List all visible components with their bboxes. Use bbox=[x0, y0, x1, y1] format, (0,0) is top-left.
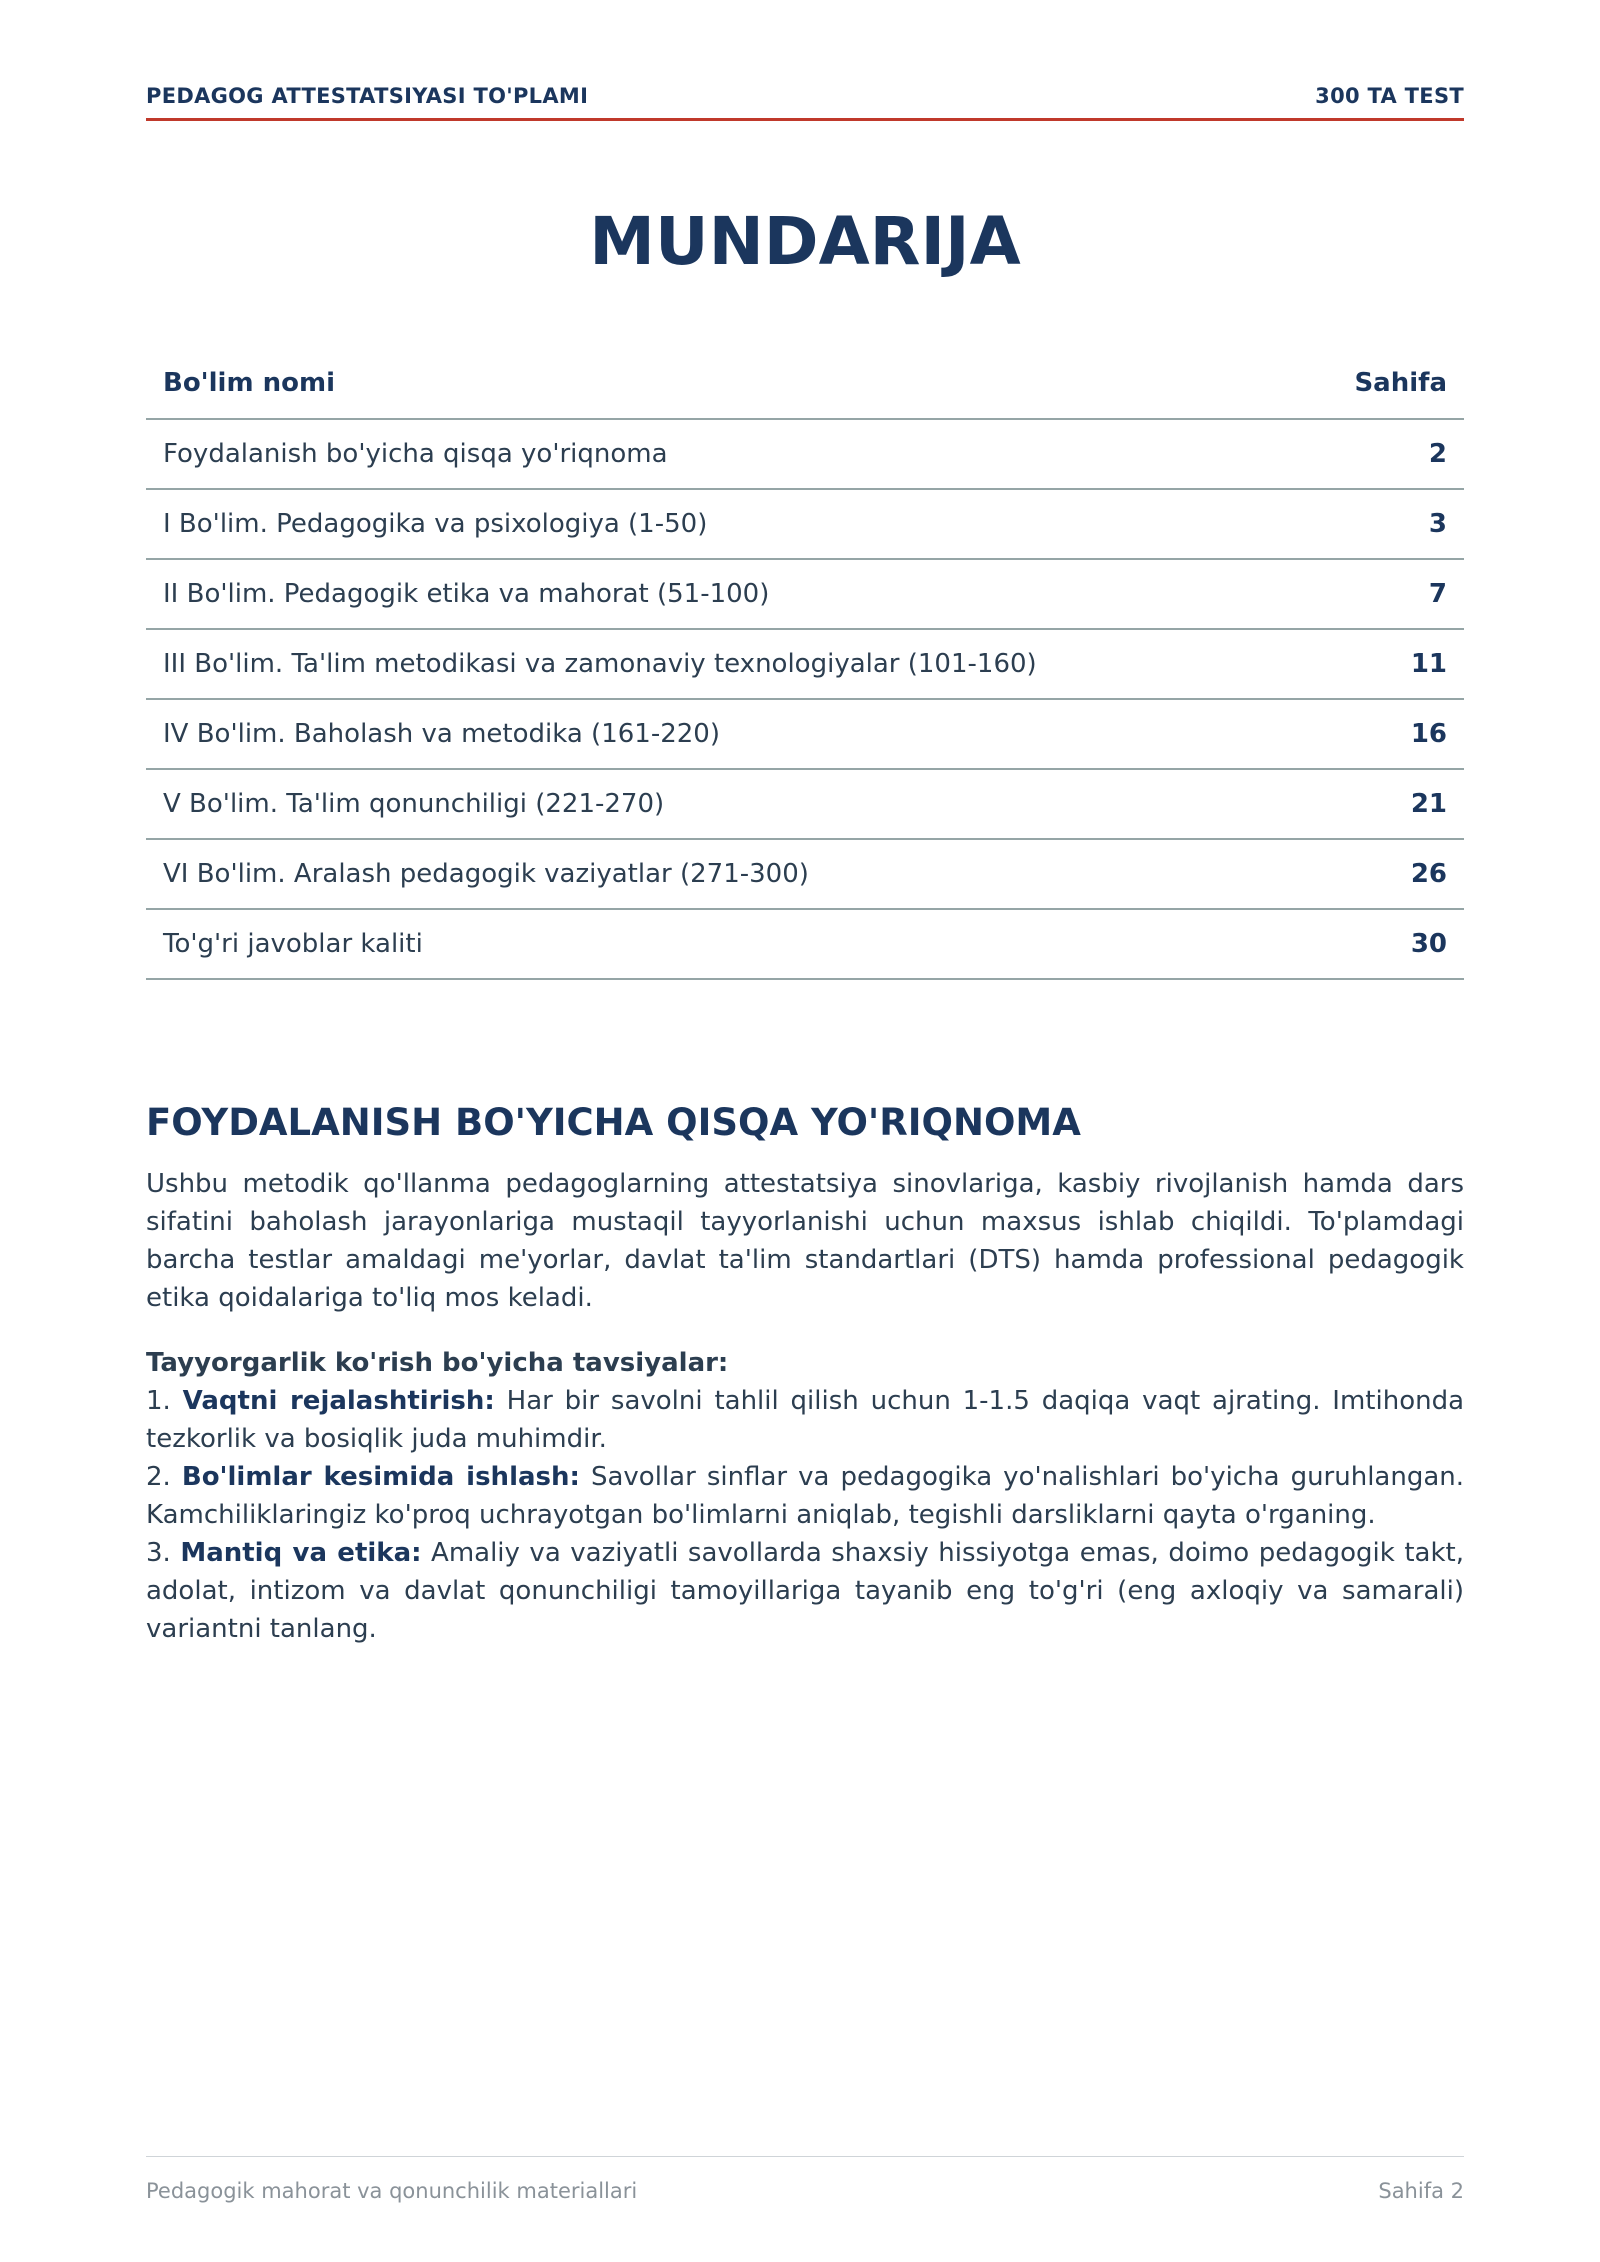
toc-entry-name: III Bo'lim. Ta'lim metodikasi va zamonaviy texnologiyalar (101-160) bbox=[146, 629, 1303, 699]
toc-row[interactable] bbox=[146, 489, 1464, 559]
tip-number: 1. bbox=[146, 1386, 171, 1416]
header-test-count: 300 TA TEST bbox=[1315, 84, 1464, 108]
document-page bbox=[146, 0, 1464, 2262]
toc-table bbox=[146, 348, 1464, 980]
toc-row[interactable] bbox=[146, 699, 1464, 769]
guide-body bbox=[146, 1165, 1464, 1648]
tips-heading: Tayyorgarlik ko'rish bo'yicha tavsiyalar: bbox=[146, 1348, 729, 1378]
toc-column-page: Sahifa bbox=[1303, 348, 1464, 419]
tip-term: Mantiq va etika: bbox=[180, 1538, 422, 1568]
tips-block bbox=[146, 1344, 1464, 1648]
toc-title: MUNDARIJA bbox=[589, 203, 1021, 280]
toc-entry-name: V Bo'lim. Ta'lim qonunchiligi (221-270) bbox=[146, 769, 1303, 839]
toc-row[interactable] bbox=[146, 559, 1464, 629]
toc-entry-page: 26 bbox=[1303, 839, 1464, 909]
tip-text: Savollar sinflar va pedagogika yo'nalishlari bo'yicha guruhlangan. Kamchiliklaringiz ko'proq uchrayotgan bo'limlarni aniqlab, tegishli darsliklarni qayta o'rganing. bbox=[146, 1462, 1465, 1530]
footer-source: Pedagogik mahorat va qonunchilik materiallari bbox=[146, 2179, 638, 2203]
toc-row[interactable] bbox=[146, 839, 1464, 909]
footer-page-number: Sahifa 2 bbox=[1378, 2179, 1464, 2203]
toc-entry-page: 21 bbox=[1303, 769, 1464, 839]
tip-term: Bo'limlar kesimida ishlash: bbox=[181, 1462, 580, 1492]
tip-term: Vaqtni rejalashtirish: bbox=[182, 1386, 495, 1416]
toc-entry-name: I Bo'lim. Pedagogika va psixologiya (1-50) bbox=[146, 489, 1303, 559]
tip-number: 2. bbox=[146, 1462, 171, 1492]
toc-column-section-name: Bo'lim nomi bbox=[146, 348, 1303, 419]
toc-entry-name: VI Bo'lim. Aralash pedagogik vaziyatlar (271-300) bbox=[146, 839, 1303, 909]
toc-row[interactable] bbox=[146, 419, 1464, 489]
running-header bbox=[146, 84, 1464, 121]
tip-text: Har bir savolni tahlil qilish uchun 1-1.5 daqiqa vaqt ajrating. Imtihonda tezkorlik va bosiqlik juda muhimdir. bbox=[146, 1386, 1465, 1454]
toc-row[interactable] bbox=[146, 909, 1464, 979]
toc-entry-name: To'g'ri javoblar kaliti bbox=[146, 909, 1303, 979]
tip-number: 3. bbox=[146, 1538, 171, 1568]
guide-intro-paragraph: Ushbu metodik qo'llanma pedagoglarning attestatsiya sinovlariga, kasbiy rivojlanish hamda dars sifatini baholash jarayonlariga mustaqil tayyorlanishi uchun maxsus ishlab chiqildi. To'plamdagi barcha testlar amaldagi me'yorlar, davlat ta'lim standartlari (DTS) hamda professional pedagogik etika qoidalariga to'liq mos keladi. bbox=[146, 1169, 1464, 1313]
toc-entry-page: 11 bbox=[1303, 629, 1464, 699]
running-footer bbox=[146, 2156, 1464, 2203]
toc-entry-name: IV Bo'lim. Baholash va metodika (161-220) bbox=[146, 699, 1303, 769]
toc-row[interactable] bbox=[146, 629, 1464, 699]
toc-header-row bbox=[146, 348, 1464, 419]
toc-entry-name: II Bo'lim. Pedagogik etika va mahorat (51-100) bbox=[146, 559, 1303, 629]
toc-entry-page: 2 bbox=[1303, 419, 1464, 489]
toc-entry-page: 3 bbox=[1303, 489, 1464, 559]
guide-title: FOYDALANISH BO'YICHA QISQA YO'RIQNOMA bbox=[146, 1101, 1081, 1144]
toc-entry-page: 30 bbox=[1303, 909, 1464, 979]
toc-entry-name: Foydalanish bo'yicha qisqa yo'riqnoma bbox=[146, 419, 1303, 489]
toc-entry-page: 7 bbox=[1303, 559, 1464, 629]
toc-entry-page: 16 bbox=[1303, 699, 1464, 769]
toc-row[interactable] bbox=[146, 769, 1464, 839]
header-collection-title: PEDAGOG ATTESTATSIYASI TO'PLAMI bbox=[146, 84, 589, 108]
tip-text: Amaliy va vaziyatli savollarda shaxsiy hissiyotga emas, doimo pedagogik takt, adolat, intizom va davlat qonunchiligi tamoyillariga tayanib eng to'g'ri (eng axloqiy va samarali) variantni tanlang. bbox=[146, 1538, 1464, 1644]
